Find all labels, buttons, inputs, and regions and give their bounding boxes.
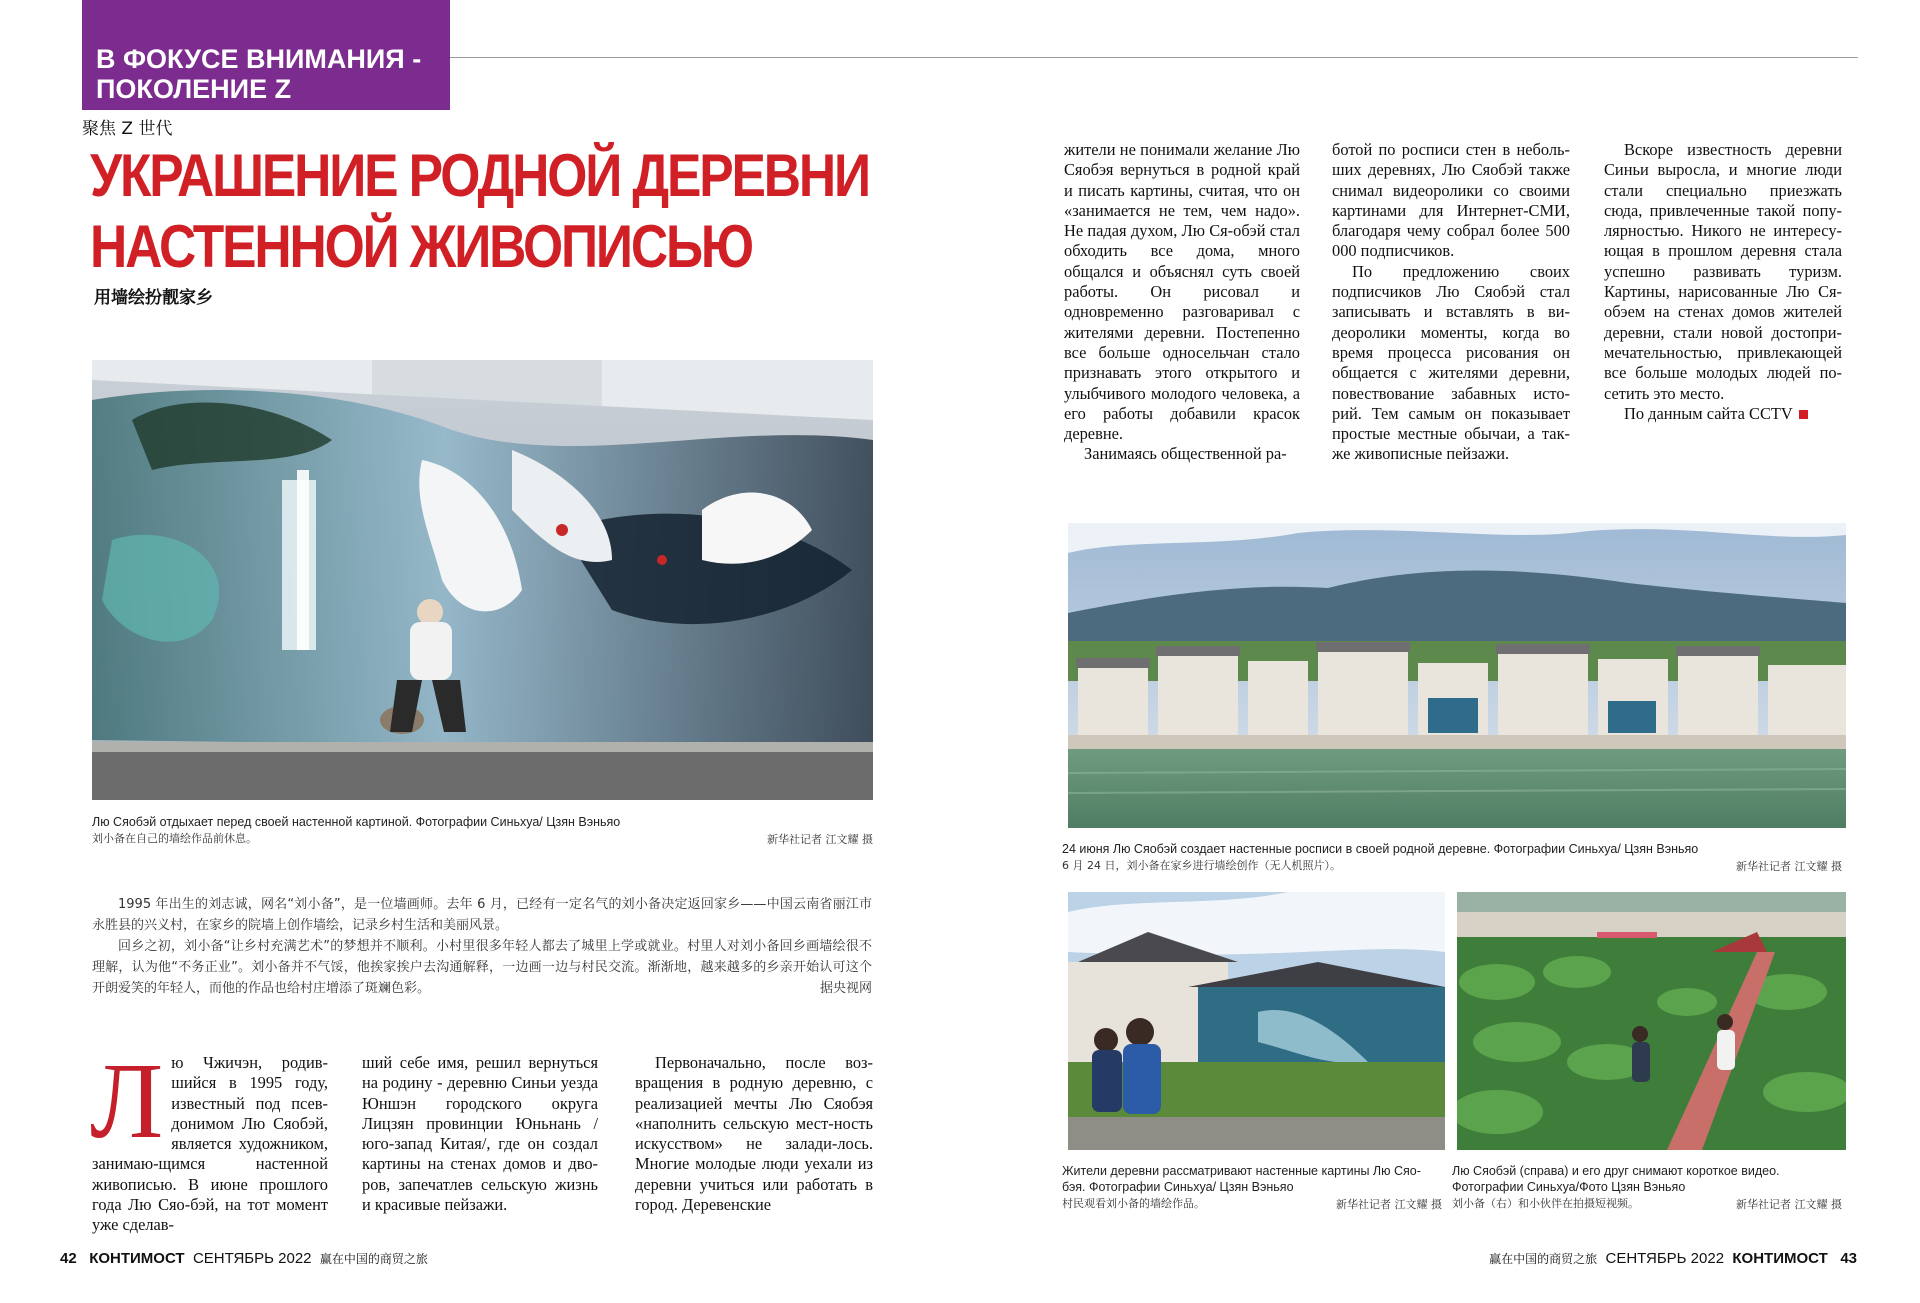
body-column-2 bbox=[362, 1053, 598, 1215]
photo-main-caption: Лю Сяобэй отдыхает перед своей настенной картиной. Фотографии Синьхуа/ Цзян Вэньяо bbox=[92, 815, 621, 829]
magazine-name-left: КОНТИМОСТ bbox=[89, 1250, 185, 1267]
chinese-summary-paragraph-2: 回乡之初，刘小备“让乡村充满艺术”的梦想并不顺利。小村里很多年轻人都去了城里上学或就业。村里人对刘小备回乡画墙绘很不理解，认为他“不务正业”。刘小备并不气馁，他挨家挨户去沟通解释，一边画一边与村民交流。渐渐地，越来越多的乡亲开始认可这个开朗爱笑的年轻人，而他的作品也给村庄增添了斑斓色彩。 bbox=[92, 939, 872, 996]
rubric-line-2: ПОКОЛЕНИЕ Z bbox=[96, 74, 292, 104]
body-paragraph: По предложению своих подписчиков Лю Сяобэй стал записывать и вставлять в ви-деоролики моменты, когда во время процесса рисования он общается с жителями деревни, повествование забавных исто-рий. Тем самым он показывает простые местные обычаи, а так-же живописные пейзажи. bbox=[1332, 261, 1570, 464]
slogan-left: 赢在中国的商贸之旅 bbox=[319, 1252, 428, 1266]
chinese-kicker: 聚焦 Z 世代 bbox=[82, 119, 173, 139]
photo-aerial-caption-zh: 6 月 24 日，刘小备在家乡进行墙绘创作（无人机照片）。 bbox=[1062, 859, 1341, 872]
footer-left bbox=[60, 1250, 428, 1267]
photo-lotus-caption-line-1: Лю Сяобэй (справа) и его друг снимают короткое видео. bbox=[1452, 1164, 1780, 1178]
photo-main-caption-zh: 刘小备在自己的墙绘作品前休息。 bbox=[92, 832, 257, 845]
article-source: По данным сайта CCTV bbox=[1624, 403, 1793, 423]
page-number-right: 43 bbox=[1840, 1250, 1857, 1267]
section-rubric bbox=[82, 0, 450, 110]
photo-lotus-credit: 新华社记者 江文耀 摄 bbox=[1736, 1198, 1842, 1211]
photo-lotus-caption-line-2: Фотографии Синьхуа/Фото Цзян Вэньяо bbox=[1452, 1180, 1686, 1194]
article-title bbox=[90, 140, 869, 282]
photo-wall-caption-line-1: Жители деревни рассматривают настенные картины Лю Сяо- bbox=[1062, 1164, 1421, 1178]
body-paragraph: жители не понимали желание Лю Сяобэя вернуться в родной край и писать картины, считая, что он «занимается не тем, чем надо». Не падая духом, Лю Ся-обэй стал обходить все дома, много общался и объяснял суть своей работы. Он рисовал и одновременно разговаривал с жителями деревни. Постепенно все больше односельчан стало признавать этого открытого и улыбчивого молодого человека, а его работы добавили красок деревне. bbox=[1064, 140, 1300, 444]
photo-aerial-caption: 24 июня Лю Сяобэй создает настенные росписи в своей родной деревне. Фотографии Синьхуа/ Цзян Вэньяо bbox=[1062, 842, 1699, 856]
body-column-3 bbox=[635, 1053, 873, 1215]
body-column-6 bbox=[1604, 140, 1842, 424]
photo-wall-caption bbox=[1062, 1163, 1442, 1195]
body-lead-paragraph: ю Чжичэн, родив-шийся в 1995 году, известный под псев-донимом Лю Сяобэй, является художником, занимаю-щимся настенной живописью. В июне прошлого года Лю Сяо-бэй, на тот момент уже сделав- bbox=[92, 1053, 328, 1235]
page-number-left: 42 bbox=[60, 1250, 77, 1267]
issue-date-right: СЕНТЯБРЬ 2022 bbox=[1605, 1250, 1725, 1267]
chinese-summary-source: 据央视网 bbox=[819, 981, 872, 996]
body-paragraph: ботой по росписи стен в неболь-ших деревнях, Лю Сяобэй также снимал видеоролики со своими картинами для Интернет-СМИ, благодаря чему собрал более 500 000 подписчиков. bbox=[1332, 140, 1570, 261]
chinese-summary-paragraph-1: 1995 年出生的刘志诚，网名“刘小备”，是一位墙画师。去年 6 月，已经有一定名气的刘小备决定返回家乡——中国云南省丽江市永胜县的兴义村，在家乡的院墙上创作墙绘，记录乡村生活和美丽风景。 bbox=[92, 897, 872, 933]
article-title-line-2: НАСТЕННОЙ ЖИВОПИСЬЮ bbox=[90, 213, 752, 280]
photo-lotus-caption-zh: 刘小备（右）和小伙伴在拍摄短视频。 bbox=[1452, 1197, 1639, 1210]
photo-lotus-pond bbox=[1457, 892, 1846, 1150]
footer-right bbox=[1489, 1250, 1857, 1267]
drop-cap: Л bbox=[90, 1042, 164, 1161]
body-paragraph: ший себе имя, решил вернуться на родину - деревню Синьи уезда Юншэн городского округа Лицзян провинции Юньнань / юго-запад Китая/, где он создал картины на стенах домов и дво-ров, запечатлев сельскую жизнь и красивые пейзажи. bbox=[362, 1053, 598, 1215]
article-title-line-1: УКРАШЕНИЕ РОДНОЙ ДЕРЕВНИ bbox=[90, 142, 869, 209]
photo-aerial-credit: 新华社记者 江文耀 摄 bbox=[1736, 860, 1842, 873]
slogan-right: 赢在中国的商贸之旅 bbox=[1489, 1252, 1598, 1266]
photo-village-aerial bbox=[1068, 523, 1846, 828]
article-source-line bbox=[1604, 404, 1842, 424]
body-paragraph: Вскоре известность деревни Синьи выросла, и многие люди стали специально приезжать сюда, привлеченные такой попу-лярностью. Никого не интересу-ющая в прошлом деревня стала успешно развивать туризм. Картины, нарисованные Лю Ся-обэем на стенах домов жителей деревни, стали новой достопри-мечательностью, привлекающей все больше молодых людей по-сетить это место. bbox=[1604, 140, 1842, 403]
body-column-4 bbox=[1064, 140, 1300, 465]
chinese-summary bbox=[92, 894, 872, 999]
body-column-5 bbox=[1332, 140, 1570, 465]
photo-wall-caption-zh: 村民观看刘小备的墙绘作品。 bbox=[1062, 1197, 1205, 1210]
photo-artist-mural bbox=[92, 360, 873, 800]
magazine-name-right: КОНТИМОСТ bbox=[1732, 1250, 1828, 1267]
issue-date-left: СЕНТЯБРЬ 2022 bbox=[192, 1250, 312, 1267]
photo-main-credit: 新华社记者 江文耀 摄 bbox=[767, 833, 873, 846]
photo-lotus-caption bbox=[1452, 1163, 1846, 1195]
chinese-subtitle: 用墙绘扮靓家乡 bbox=[94, 288, 213, 308]
end-mark-icon bbox=[1799, 410, 1808, 419]
photo-villagers-wall bbox=[1068, 892, 1445, 1150]
body-paragraph: Занимаясь общественной ра- bbox=[1084, 444, 1287, 464]
rubric-line-1: В ФОКУСЕ ВНИМАНИЯ - bbox=[96, 44, 422, 74]
photo-wall-caption-line-2: бэя. Фотографии Синьхуа/ Цзян Вэньяо bbox=[1062, 1180, 1294, 1194]
body-column-1 bbox=[90, 1042, 328, 1236]
body-paragraph: Первоначально, после воз-вращения в родную деревню, с реализацией мечты Лю Сяобэя «наполнить сельскую мест-ность искусством» не залади-лось. Многие молодые люди уехали из деревни учиться или работать в город. Деревенские bbox=[635, 1053, 873, 1215]
photo-wall-credit: 新华社记者 江文耀 摄 bbox=[1336, 1198, 1442, 1211]
header-divider bbox=[450, 57, 1858, 58]
